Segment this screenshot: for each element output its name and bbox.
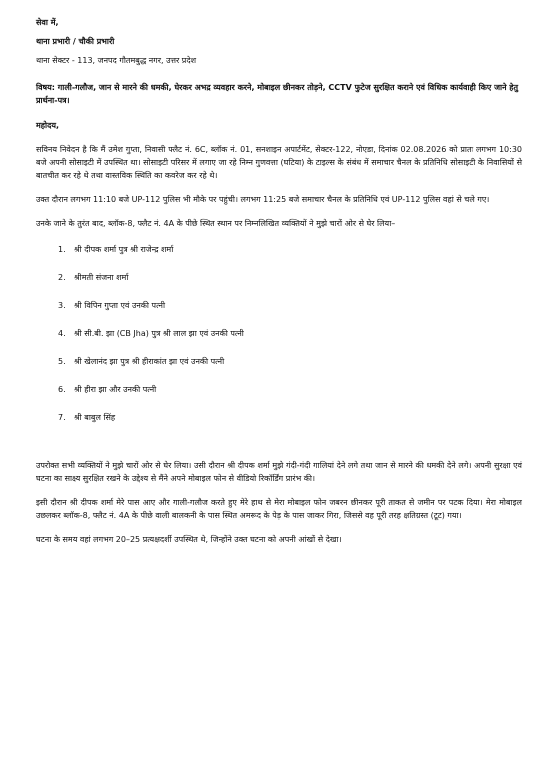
person-name: श्री बाबुल सिंह — [74, 413, 116, 422]
person-name: श्री हीरा झा और उनकी पत्नी — [74, 385, 157, 394]
list-number: 7. — [58, 413, 66, 422]
person-name: श्री दीपक शर्मा पुत्र श्री राजेन्द्र शर्मा — [74, 245, 174, 254]
person-name: श्रीमती संजना शर्मा — [74, 273, 129, 282]
letter-subject: विषय: गाली-गलौज, जान से मारने की धमकी, घेरकर अभद्र व्यवहार करने, मोबाइल छीनकर तोड़ने, CCTV फुटेज सुरक्षित कराने एवं विधिक कार्यवाही किए जाने हेतु प्रार्थना-पत्र। — [36, 83, 519, 105]
persons-list — [36, 243, 522, 439]
person-name: श्री विपिन गुप्ता एवं उनकी पत्नी — [74, 301, 166, 310]
salutation-addressee: थाना प्रभारी / चौकी प्रभारी — [36, 37, 115, 46]
list-number: 5. — [58, 357, 66, 366]
paragraph-witnesses: घटना के समय वहां लगभग 20–25 प्रत्यक्षदर्शी उपस्थित थे, जिन्होंने उक्त घटना को अपनी आंखों से देखा। — [36, 535, 342, 544]
list-item — [58, 411, 522, 439]
list-number: 6. — [58, 385, 66, 394]
person-name: श्री सी.बी. झा (CB Jha) पुत्र श्री लाल झा एवं उनकी पत्नी — [74, 329, 244, 338]
paragraph-threats: उपरोक्त सभी व्यक्तियों ने मुझे चारों ओर से घेर लिया। उसी दौरान श्री दीपक शर्मा मुझे गंदी-गंदी गालियां देने लगे तथा जान से मारने की धमकी देने लगे। अपनी सुरक्षा एवं घटना का साक्ष्य सुरक्षित रखने के उद्देश्य से मैंने अपने मोबाइल फोन से वीडियो रिकॉर्डिंग प्रारंभ की। — [36, 461, 522, 483]
person-name: श्री खेलानंद झा पुत्र श्री हीराकांत झा एवं उनकी पत्नी — [74, 357, 225, 366]
list-item — [58, 243, 522, 271]
letter-greeting: महोदय, — [36, 121, 60, 130]
paragraph-phone-snatched: इसी दौरान श्री दीपक शर्मा मेरे पास आए और गाली-गलौज करते हुए मेरे हाथ से मेरा मोबाइल फोन जबरन छीनकर पूरी ताकत से जमीन पर पटक दिया। मेरा मोबाइल उछलकर ब्लॉक-8, फ्लैट नं. 4A के पीछे वाली बालकनी के पास स्थित अमरूद के पेड़ के पास जाकर गिरा, जिससे वह पूरी तरह क्षतिग्रस्त (टूट) गया। — [36, 498, 522, 520]
salutation-address: थाना सेक्टर - 113, जनपद गौतमबुद्ध नगर, उत्तर प्रदेश — [36, 56, 197, 65]
list-number: 4. — [58, 329, 66, 338]
list-number: 3. — [58, 301, 66, 310]
paragraph-introduction: सविनय निवेदन है कि मैं उमेश गुप्ता, निवासी फ्लैट नं. 6C, ब्लॉक नं. 01, सनशाइन अपार्टमेंट, सेक्टर-122, नोएडा, दिनांक 02.08.2026 को प्रातः लगभग 10:30 बजे अपनी सोसाइटी में उपस्थित था। सोसाइटी परिसर में लगाए जा रहे निम्न गुणवत्ता (घटिया) के टाइल्स के संबंध में समाचार चैनल के प्रतिनिधि सोसाइटी के निवासियों से बातचीत कर रहे थे तथा वास्तविक स्थिति का कवरेज कर रहे थे। — [36, 145, 522, 180]
list-item — [58, 355, 522, 383]
list-number: 2. — [58, 273, 66, 282]
list-item — [58, 271, 522, 299]
list-item — [58, 383, 522, 411]
paragraph-police-arrival: उक्त दौरान लगभग 11:10 बजे UP-112 पुलिस भी मौके पर पहुंची। लगभग 11:25 बजे समाचार चैनल के प्रतिनिधि एवं UP-112 पुलिस वहां से चले गए। — [36, 195, 490, 204]
salutation-seva-mein: सेवा में, — [36, 18, 59, 27]
list-item — [58, 299, 522, 327]
paragraph-surrounded: उनके जाने के तुरंत बाद, ब्लॉक-8, फ्लैट नं. 4A के पीछे स्थित स्थान पर निम्नलिखित व्यक्तियों ने मुझे चारों ओर से घेर लिया– — [36, 219, 396, 228]
list-number: 1. — [58, 245, 66, 254]
list-item — [58, 327, 522, 355]
